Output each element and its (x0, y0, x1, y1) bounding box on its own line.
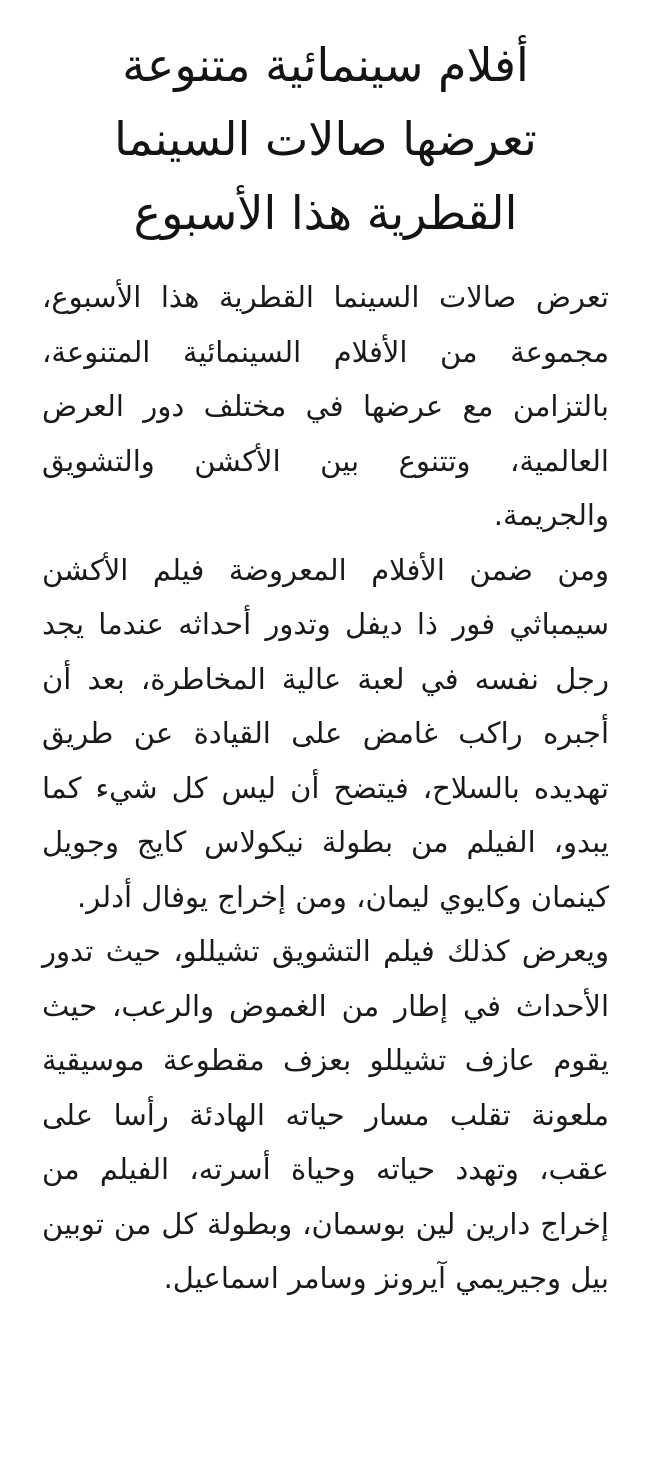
paragraph-sympathy-for-the-devil: ومن ضمن الأفلام المعروضة فيلم الأكشن سيمباثي فور ذا ديفل وتدور أحداثه عندما يجد رجل نفسه في لعبة عالية المخاطرة، بعد أن أجبره راكب غامض على القيادة عن طريق تهديده بالسلاح، فيتضح أن ليس كل شيء كما يبدو، الفيلم من بطولة نيكولاس كايج وجويل كينمان وكايوي ليمان، ومن إخراج يوفال أدلر. (42, 552, 609, 914)
article-headline: أفلام سينمائية متنوعة تعرضها صالات السينما القطرية هذا الأسبوع (114, 38, 537, 240)
article-body (42, 270, 609, 1306)
paragraph-intro: تعرض صالات السينما القطرية هذا الأسبوع، مجموعة من الأفلام السينمائية المتنوعة، بالتزامن مع عرضها في مختلف دور العرض العالمية، وتتنوع بين الأكشن والتشويق والجريمة. (42, 280, 609, 532)
paragraph-cello: ويعرض كذلك فيلم التشويق تشيللو، حيث تدور الأحداث في إطار من الغموض والرعب، حيث يقوم عازف تشيللو بعزف مقطوعة موسيقية ملعونة تقلب مسار حياته الهادئة رأسا على عقب، وتهدد حياته وحياة أسرته، الفيلم من إخراج دارين لين بوسمان، وبطولة كل من توبين بيل وجيريمي آيرونز وسامر اسماعيل. (42, 934, 609, 1295)
